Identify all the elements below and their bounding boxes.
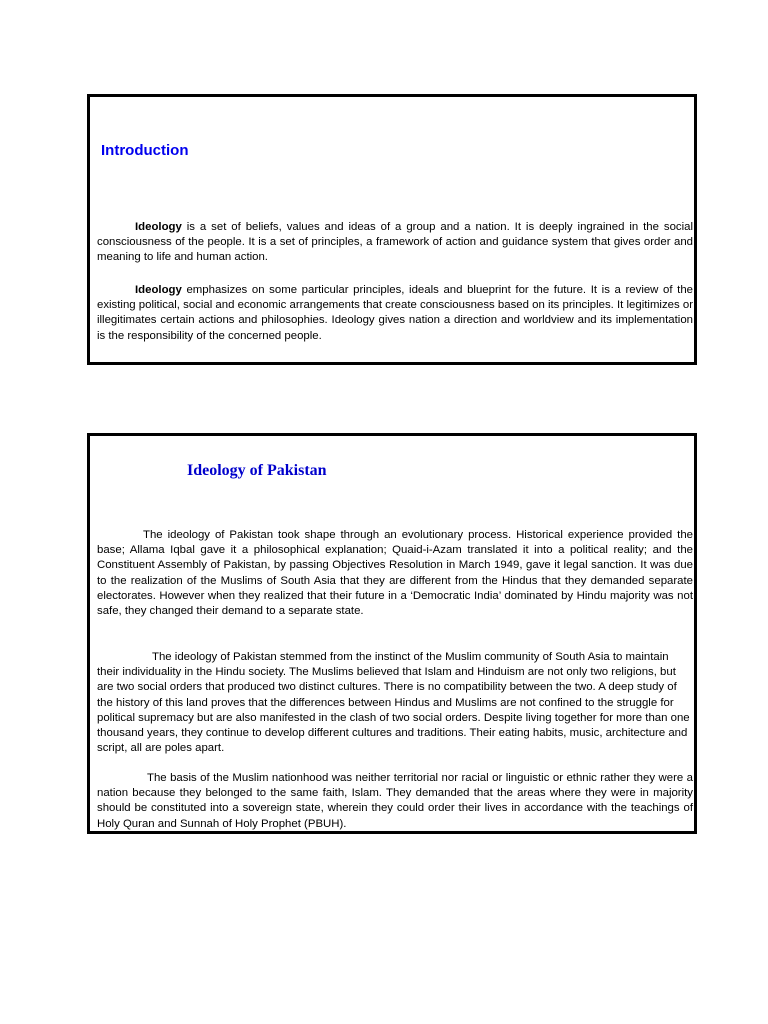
ideology-of-pakistan-box <box>87 433 697 834</box>
introduction-paragraph-1-text: is a set of beliefs, values and ideas of a group and a nation. It is deeply ingrained in the social consciousness of the people. It is a set of principles, a framework of action and guidance system that gives order and meaning to life and human action. <box>97 221 693 264</box>
ideology-paragraph-3-text: The basis of the Muslim nationhood was neither territorial nor racial or linguistic or ethnic rather they were a nation because they belonged to the same faith, Islam. They demanded that the areas where they were in majority should be constituted into a sovereign state, wherein they could order their lives in accordance with the teachings of Holy Quran and Sunnah of Holy Prophet (PBUH). <box>97 772 693 830</box>
ideology-of-pakistan-heading: Ideology of Pakistan <box>187 462 327 479</box>
introduction-paragraph-2 <box>97 283 693 344</box>
introduction-paragraph-1 <box>97 220 693 266</box>
introduction-box <box>87 94 697 365</box>
introduction-heading: Introduction <box>101 142 189 159</box>
introduction-paragraph-2-text: emphasizes on some particular principles, ideals and blueprint for the future. It is a review of the existing political, social and economic arrangements that create consciousness based on its principles. It legitimizes or illegitimates certain actions and philosophies. Ideology gives nation a direction and worldview and its implementation is the responsibility of the concerned people. <box>97 284 693 342</box>
ideology-paragraph-2-text: The ideology of Pakistan stemmed from the instinct of the Muslim community of South Asia to maintain their individuality in the Hindu society. The Muslims believed that Islam and Hinduism are not only two religions, but are two social orders that produced two distinct cultures. There is no compatibility between the two. A deep study of the history of this land proves that the differences between Hindus and Muslims are not confined to the struggle for political supremacy but are also manifested in the clash of two social orders. Despite living together for more than one thousand years, they continue to develop different cultures and traditions. Their eating habits, music, architecture and script, all are poles apart. <box>97 651 690 755</box>
ideology-paragraph-2 <box>97 650 693 756</box>
ideology-term: Ideology <box>135 284 182 296</box>
ideology-paragraph-1 <box>97 528 693 619</box>
ideology-paragraph-3 <box>97 771 693 832</box>
ideology-term: Ideology <box>135 221 182 233</box>
ideology-paragraph-1-text: The ideology of Pakistan took shape through an evolutionary process. Historical experience provided the base; Allama Iqbal gave it a philosophical explanation; Quaid-i-Azam translated it into a political reality; and the Constituent Assembly of Pakistan, by passing Objectives Resolution in March 1949, gave it legal sanction. It was due to the realization of the Muslims of South Asia that they are different from the Hindus that they demanded separate electorates. However when they realized that their future in a ‘Democratic India’ dominated by Hindu majority was not safe, they changed their demand to a separate state. <box>97 529 693 618</box>
